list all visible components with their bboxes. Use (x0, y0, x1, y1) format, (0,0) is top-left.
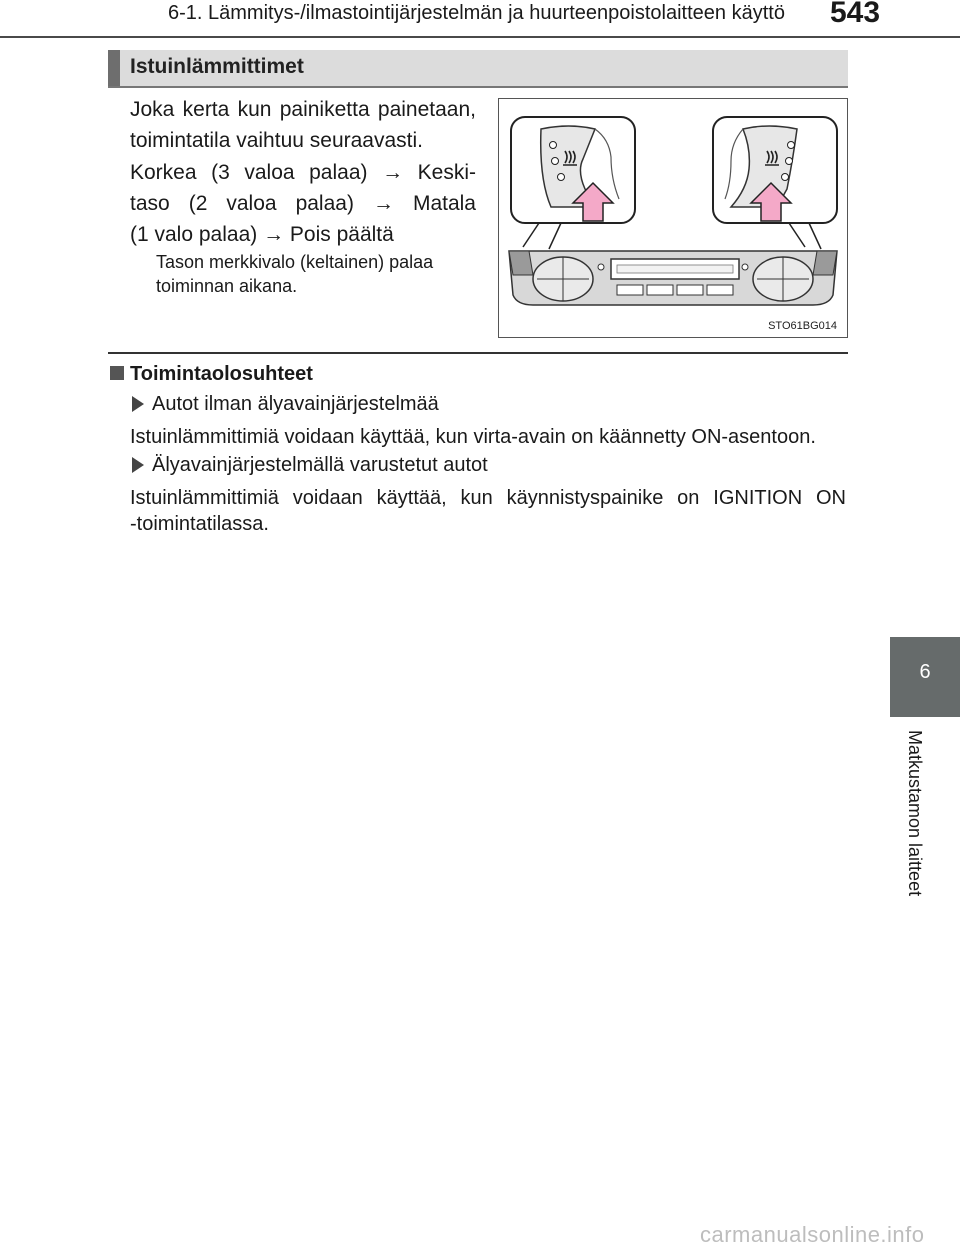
triangle-bullet-icon (132, 457, 144, 473)
indicator-note-line-1: Tason merkkivalo (keltainen) palaa (156, 252, 434, 272)
watermark: carmanualsonline.info (700, 1222, 925, 1247)
intro-line-1: Joka kerta kun painiketta painetaan, (130, 98, 476, 121)
condition-item-2-text-line-1: Istuinlämmittimiä voidaan käyttää, kun käynnistyspainike on IGNITION ON (130, 487, 846, 509)
left-pointer-line-b (549, 223, 561, 249)
intro-line-2: toimintatila vaihtuu seuraavasti. (130, 129, 423, 152)
condition-item-2-title: Älyavainjärjestelmällä varustetut autot (152, 454, 488, 476)
chapter-tab[interactable] (890, 637, 960, 717)
seat-heater-illustration (499, 99, 847, 337)
intro-line-5: (1 valo palaa) → Pois päältä (130, 223, 394, 246)
chapter-tab-label: Matkustamon laitteet (905, 730, 925, 897)
condition-item-2-text-line-2: -toimintatilassa. (130, 513, 269, 535)
section-heading-bar (108, 50, 848, 88)
operating-conditions-heading (110, 363, 313, 386)
intro-line-3: Korkea (3 valoa palaa) → Keski- (130, 161, 476, 184)
condition-item-1-title: Autot ilman älyavainjärjestelmää (152, 393, 439, 415)
square-bullet-icon (110, 366, 124, 380)
chapter-tab-number: 6 (919, 661, 931, 683)
triangle-bullet-icon (132, 396, 144, 412)
figure-code: STO61BG014 (768, 320, 837, 332)
right-switch-callout (713, 117, 837, 223)
page-number: 543 (830, 0, 881, 29)
running-header (0, 0, 960, 38)
left-pointer-line-a (523, 223, 539, 247)
right-pointer-line-a (789, 223, 805, 247)
chapter-title: 6-1. Lämmitys-/ilmastointijärjestelmän ja huurteenpoistolaitteen käyttö (168, 2, 785, 24)
section-title: Istuinlämmittimet (130, 55, 304, 78)
indicator-note (156, 250, 476, 298)
section-divider (108, 352, 848, 354)
seat-heater-figure (498, 98, 848, 338)
condition-item-1-title-row (132, 393, 439, 416)
intro-line-4: taso (2 valoa palaa) → Matala (130, 192, 476, 215)
right-pointer-line-b (809, 223, 821, 249)
section-accent (108, 50, 120, 86)
operating-conditions-title: Toimintaolosuhteet (130, 363, 313, 385)
center-console-panel (509, 251, 837, 305)
indicator-note-line-2: toiminnan aikana. (156, 276, 298, 296)
left-switch-callout (511, 117, 635, 223)
condition-item-2-title-row (132, 454, 488, 477)
condition-item-1-text: Istuinlämmittimiä voidaan käyttää, kun virta-avain on käännetty ON-asentoon. (130, 426, 816, 448)
